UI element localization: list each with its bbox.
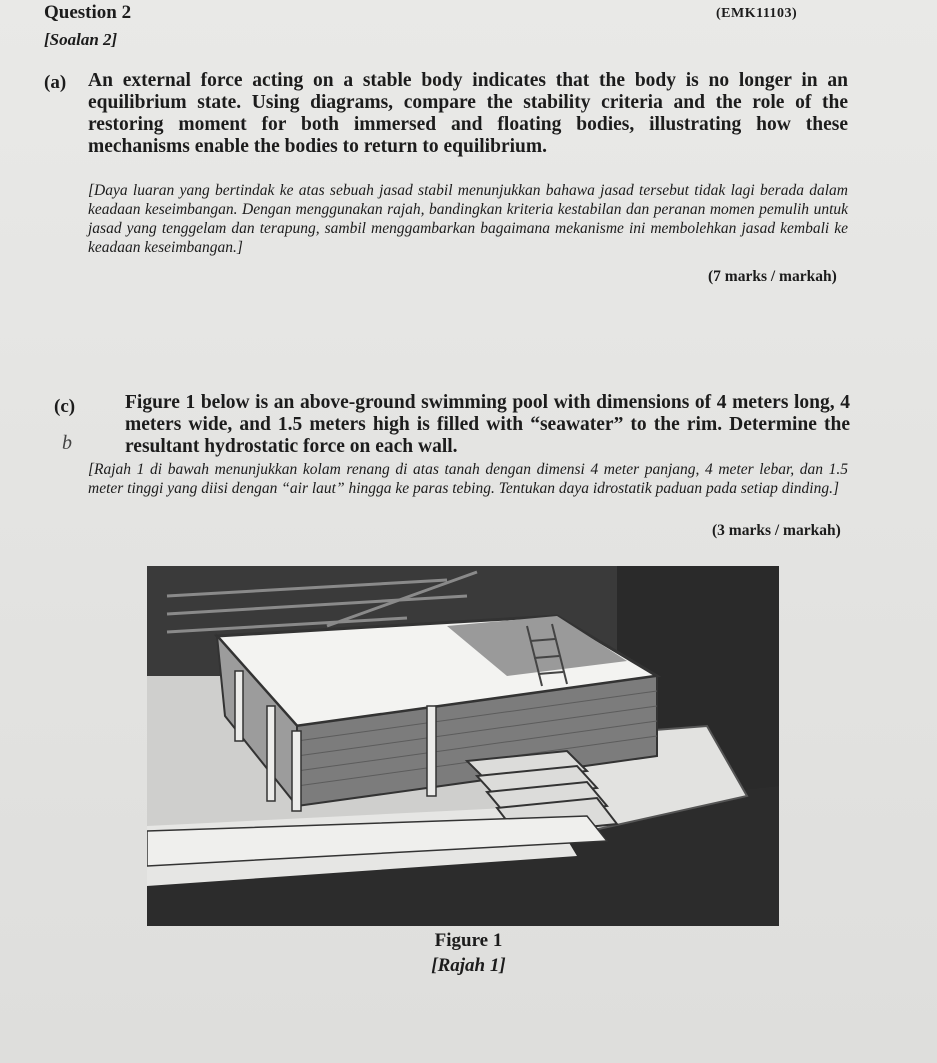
part-a-question-english: An external force acting on a stable body indicates that the body is no longer in an equilibrium state. Using diagrams, compare the stability criteria and the role of the restoring moment for both immersed and floating bodies, illustrating how these mechanisms enable the bodies to return to equilibrium. <box>88 70 848 157</box>
question-title: Question 2 <box>44 2 132 23</box>
pool-illustration <box>147 566 779 926</box>
pool-figure <box>147 566 779 926</box>
part-c-question-malay: [Rajah 1 di bawah menunjukkan kolam renang di atas tanah dengan dimensi 4 meter panjang, 4 meter lebar, dan 1.5 meter tinggi yang diisi dengan “air laut” hingga ke paras tebing. Tentukan daya idrostatik paduan pada setiap dinding.] <box>88 461 848 497</box>
part-c-question-english: Figure 1 below is an above-ground swimming pool with dimensions of 4 meters long, 4 meters wide, and 1.5 meters high is filled with “seawater” to the rim. Determine the resultant hydrostatic force on each wall. <box>125 392 850 457</box>
question-title-malay: [Soalan 2] <box>44 30 118 49</box>
part-a-question-malay: [Daya luaran yang bertindak ke atas sebuah jasad stabil menunjukkan bahawa jasad tersebut tidak lagi berada dalam keadaan keseimbangan. Dengan menggunakan rajah, bandingkan kriteria kestabilan dan peranan momen pemulih untuk jasad yang tenggelam dan terapung, sambil menggambarkan bagaimana mekanisme ini membolehkan jasad kembali ke keadaan keseimbangan.] <box>88 182 848 256</box>
handwritten-annotation: b <box>62 432 72 454</box>
part-c-marks: (3 marks / markah) <box>712 522 841 539</box>
part-a-marks: (7 marks / markah) <box>708 268 837 285</box>
figure-caption-malay: [Rajah 1] <box>431 955 506 976</box>
part-c-label: (c) <box>54 396 76 417</box>
figure-caption: Figure 1 <box>434 930 503 951</box>
part-a-label: (a) <box>44 72 67 93</box>
course-code: (EMK11103) <box>716 6 798 21</box>
